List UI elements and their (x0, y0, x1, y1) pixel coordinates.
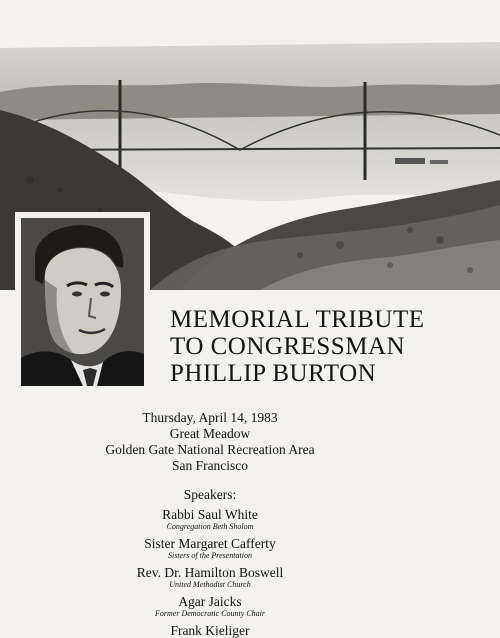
speakers-list (0, 503, 420, 638)
speaker-item (0, 507, 420, 532)
speaker-item (0, 565, 420, 590)
speaker-name: Rev. Dr. Hamilton Boswell (136, 565, 284, 580)
speakers-heading: Speakers: (183, 487, 237, 502)
event-city: San Francisco (171, 458, 249, 473)
speaker-name: Rabbi Saul White (162, 507, 258, 522)
speaker-item (0, 536, 420, 561)
event-date: Thursday, April 14, 1983 (142, 410, 278, 425)
speaker-affiliation: Congregation Beth Sholom (166, 522, 254, 531)
speaker-affiliation: Former Democratic County Chair (155, 609, 265, 618)
speaker-affiliation: Sisters of the Presentation (168, 551, 252, 560)
event-details (0, 410, 420, 474)
title-line-2: TO CONGRESSMAN (170, 333, 406, 360)
title-line-1: MEMORIAL TRIBUTE (170, 306, 425, 333)
speaker-item (0, 594, 420, 619)
speaker-name: Sister Margaret Cafferty (144, 536, 276, 551)
speaker-name: Agar Jaicks (178, 594, 242, 609)
speaker-name: Frank Kieliger (170, 623, 250, 638)
memorial-title (170, 306, 490, 387)
congressman-portrait-photo (15, 212, 150, 392)
event-venue: Great Meadow (169, 426, 251, 441)
event-area: Golden Gate National Recreation Area (105, 442, 315, 457)
speaker-affiliation: United Methodist Church (169, 580, 251, 589)
title-line-3: PHILLIP BURTON (170, 360, 377, 387)
